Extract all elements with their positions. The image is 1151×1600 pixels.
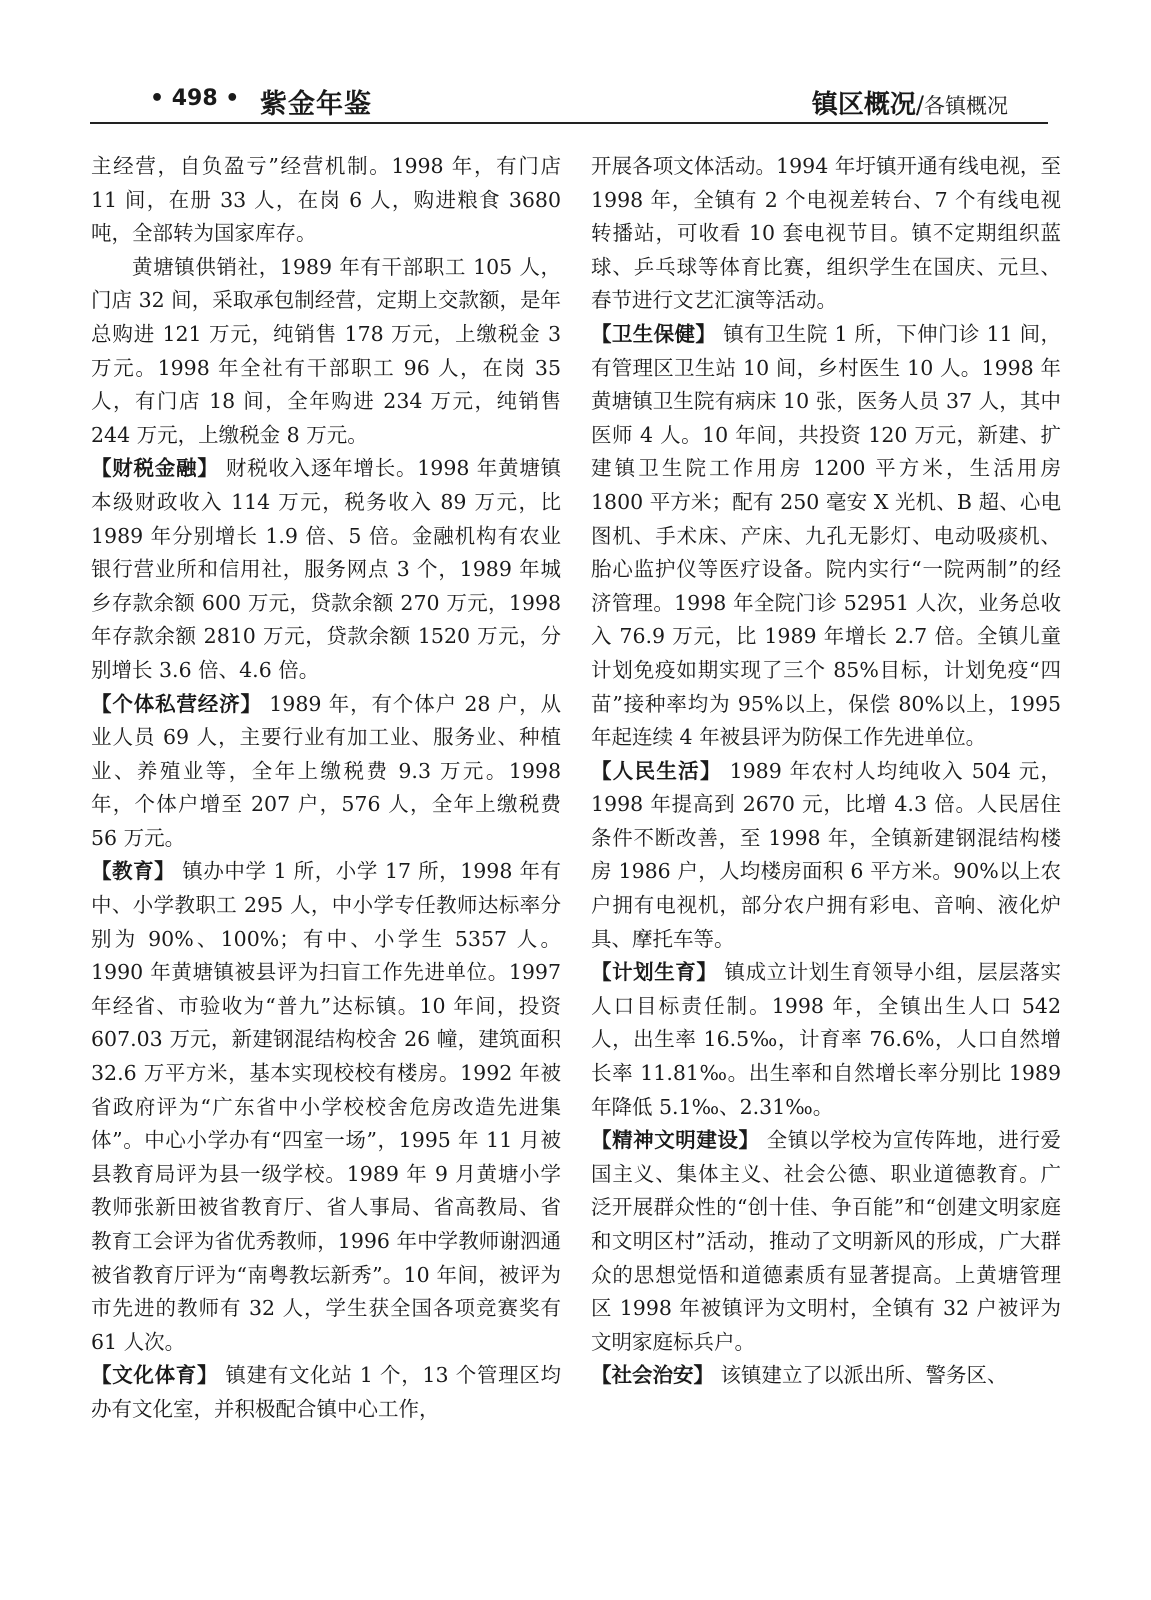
section-heading-public-security: 【社会治安】	[591, 1363, 714, 1388]
section-heading	[812, 84, 1008, 121]
left-column	[91, 150, 561, 1427]
paragraph-supply-coop: 黄塘镇供销社，1989 年有干部职工 105 人，门店 32 间，采取承包制经营，定期上交款额，是年总购进 121 万元，纯销售 178 万元，上缴税金 3 万元。1998 年全社有干部职工 96 人，在岗 35 人，有门店 18 间，全年购进 234 万元，纯销售 244 万元，上缴税金 8 万元。	[91, 254, 561, 447]
section-heading-health: 【卫生保健】	[591, 321, 717, 346]
section-finance	[91, 452, 561, 687]
right-column	[591, 150, 1061, 1393]
section-heading-living: 【人民生活】	[591, 758, 722, 783]
paragraph-grain-continued: 主经营，自负盈亏”经营机制。1998 年，有门店 11 间，在册 33 人，在岗 6 人，购进粮食 3680 吨，全部转为国家库存。	[91, 154, 561, 246]
section-text-civilization: 全镇以学校为宣传阵地，进行爱国主义、集体主义、社会公德、职业道德教育。广泛开展群众性的“创十佳、争百能”和“创建文明家庭和文明区村”活动，推动了文明新风的形成，广大群众的思想觉悟和道德素质有显著提高。上黄塘管理区 1998 年被镇评为文明村，全镇有 32 户被评为文明家庭标兵户。	[591, 1128, 1062, 1354]
section-text-private-economy: 1989 年，有个体户 28 户，从业人员 69 人，主要行业有加工业、服务业、种植业、养殖业等，全年上缴税费 9.3 万元。1998 年，个体户增至 207 户，576 人，全年上缴税费 56 万元。	[91, 691, 561, 850]
section-text-family-planning: 镇成立计划生育领导小组，层层落实人口目标责任制。1998 年，全镇出生人口 542 人，出生率 16.5‰，计育率 76.6%，人口自然增长率 11.81‰。出生率和自然增长率分别比 1989 年降低 5.1‰、2.31‰。	[591, 960, 1062, 1119]
section-health	[591, 318, 1061, 755]
section-heading-finance: 【财税金融】	[91, 456, 219, 481]
section-heading-culture-sports: 【文化体育】	[91, 1363, 219, 1388]
section-heading-private-economy: 【个体私营经济】	[91, 691, 262, 716]
section-family-planning	[591, 956, 1061, 1124]
section-civilization	[591, 1124, 1061, 1359]
page-header	[90, 82, 1048, 124]
section-text-education: 镇办中学 1 所，小学 17 所，1998 年有中、小学教职工 295 人，中小学专任教师达标率分别为 90%、100%；有中、小学生 5357 人。1990 年黄塘镇被县评为扫盲工作先进单位。1997 年经省、市验收为“普九”达标镇。10 年间，投资 607.03 万元，新建钢混结构校舍 26 幢，建筑面积 32.6 万平方米，基本实现校校有楼房。1992 年被省政府评为“广东省中小学校校舍危房改造先进集体”。中心小学办有“四室一场”，1995 年 11 月被县教育局评为县一级学校。1989 年 9 月黄塘小学教师张新田被省教育厅、省人事局、省高教局、省教育工会评为省优秀教师，1996 年中学教师谢泗通被省教育厅评为“南粤教坛新秀”。10 年间，被评为市先进的教师有 32 人，学生获全国各项竞赛奖有 61 人次。	[91, 859, 561, 1354]
section-text-culture-sports: 镇建有文化站 1 个，13 个管理区均办有文化室，并积极配合镇中心工作，	[91, 1363, 561, 1421]
section-heading-education: 【教育】	[91, 859, 176, 884]
section-private-economy	[91, 688, 561, 856]
paragraph-culture-continued: 开展各项文体活动。1994 年圩镇开通有线电视，至 1998 年，全镇有 2 个电视差转台、7 个有线电视转播站，可收看 10 套电视节目。镇不定期组织蓝球、乒乓球等体育比赛，组织学生在国庆、元旦、春节进行文艺汇演等活动。	[591, 154, 1061, 313]
book-title: 紫金年鉴	[260, 89, 372, 120]
section-text-public-security: 该镇建立了以派出所、警务区、	[720, 1363, 1008, 1388]
section-text-health: 镇有卫生院 1 所，下伸门诊 11 间，有管理区卫生站 10 间，乡村医生 10 人。1998 年黄塘镇卫生院有病床 10 张，医务人员 37 人，其中医师 4 人。10 年间，共投资 120 万元，新建、扩建镇卫生院工作用房 1200 平方米，生活用房 1800 平方米；配有 250 毫安 X 光机、B 超、心电图机、手术床、产床、九孔无影灯、电动吸痰机、胎心监护仪等医疗设备。院内实行“一院两制”的经济管理。1998 年全院门诊 52951 人次，业务总收入 76.9 万元，比 1989 年增长 2.7 倍。全镇儿童计划免疫如期实现了三个 85%目标，计划免疫“四苗”接种率均为 95%以上，保偿 80%以上，1995 年起连续 4 年被县评为防保工作先进单位。	[591, 321, 1061, 750]
section-culture-sports	[91, 1359, 561, 1426]
section-heading-civilization: 【精神文明建设】	[591, 1128, 760, 1153]
section-living	[591, 755, 1061, 957]
section-separator: /	[915, 91, 924, 119]
section-education	[91, 855, 561, 1359]
section-title: 镇区概况	[811, 90, 916, 120]
section-text-finance: 财税收入逐年增长。1998 年黄塘镇本级财政收入 114 万元，税务收入 89 万元，比 1989 年分别增长 1.9 倍、5 倍。金融机构有农业银行营业所和信用社，服务网点 3 个，1989 年城乡存款余额 600 万元，贷款余额 270 万元，1998 年存款余额 2810 万元，贷款余额 1520 万元，分别增长 3.6 倍、4.6 倍。	[91, 456, 561, 682]
page-number: • 498 •	[150, 86, 240, 111]
section-public-security	[591, 1359, 1061, 1393]
section-heading-family-planning: 【计划生育】	[591, 960, 718, 985]
section-text-living: 1989 年农村人均纯收入 504 元，1998 年提高到 2670 元，比增 4.3 倍。人民居住条件不断改善，至 1998 年，全镇新建钢混结构楼房 1986 户，人均楼房面积 6 平方米。90%以上农户拥有电视机，部分农户拥有彩电、音响、液化炉具、摩托车等。	[591, 758, 1061, 951]
subsection-title: 各镇概况	[924, 94, 1008, 118]
